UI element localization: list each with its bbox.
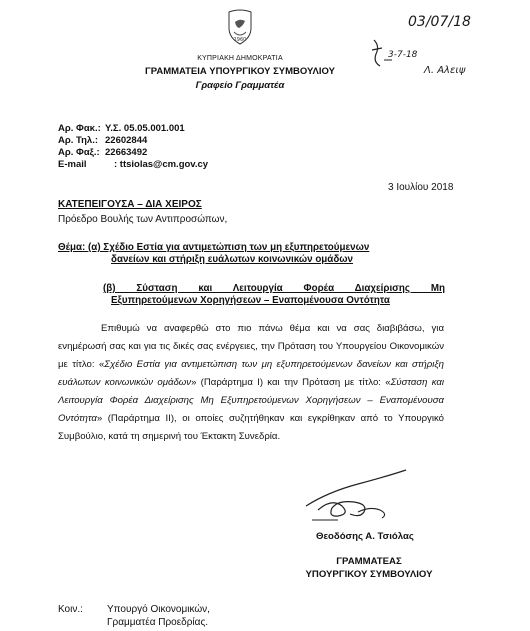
body-paragraph [58, 320, 444, 446]
svg-text:1960: 1960 [233, 37, 247, 43]
telephone-value: 22602844 [105, 135, 148, 146]
file-reference-label: Αρ. Φακ.: [58, 123, 101, 134]
header-office: Γραφείο Γραμματέα [195, 80, 285, 91]
cyprus-coat-of-arms-seal [226, 8, 254, 46]
fax-label: Αρ. Φαξ.: [58, 147, 100, 158]
cc-label: Κοιν.: [58, 604, 83, 615]
body-title1: Σχέδιο Εστία για αντιμετώπιση των μη εξυπηρετούμενων δανείων και στήριξη ευάλωτων κοινωνικών ομάδων [58, 359, 444, 388]
telephone-label: Αρ. Τηλ.: [58, 135, 99, 146]
body-part1: Επιθυμώ να αναφερθώ στο πιο πάνω θέμα και να σας διαβιβάσω, για ενημέρωσή σας και για τις δικές σας ενέργειες, την Πρόταση του Υπουργείου Οικονομικών με τίτλο: « [58, 323, 444, 370]
signer-title-line2: ΥΠΟΥΡΓΙΚΟΥ ΣΥΜΒΟΥΛΙΟΥ [305, 569, 433, 580]
telephone-reference [58, 135, 147, 146]
fax-value: 22663492 [105, 147, 148, 158]
handwritten-signature [298, 462, 418, 526]
file-reference [58, 123, 185, 134]
body-part2: » (Παράρτημα I) και την Πρόταση με τίτλο: « [191, 377, 391, 388]
subject-b-line1: (β) Σύσταση και Λειτουργία Φορέα Διαχείρισης Μη [103, 283, 445, 294]
handwritten-date: 03/07/18 [408, 14, 471, 30]
header-republic: ΚΥΠΡΙΑΚΗ ΔΗΜΟΚΡΑΤΙΑ [197, 55, 283, 62]
recipient: Πρόεδρο Βουλής των Αντιπροσώπων, [58, 214, 228, 225]
handwritten-received-by: Λ. Αλειψ [424, 65, 466, 76]
handwritten-received-date: 3-7-18 [388, 50, 418, 60]
body-part3: » (Παράρτημα II), οι οποίες συζητήθηκαν και εγκρίθηκαν από το Υπουργικό Συμβούλιο, κατά τη σημερινή του Έκτακτη Συνεδρία. [58, 413, 444, 442]
email-label: E-mail [58, 159, 87, 170]
cc-recipient-2: Γραμματέα Προεδρίας. [107, 617, 209, 628]
subject-a-line2: δανείων και στήριξη ευάλωτων κοινωνικών ομάδων [111, 254, 353, 265]
subject-b-line2: Εξυπηρετούμενων Χορηγήσεων – Εναπομένουσα Οντότητα [111, 295, 390, 306]
signer-name: Θεοδόσης Α. Τσιόλας [316, 531, 414, 542]
fax-reference [58, 147, 147, 158]
letter-date: 3 Ιουλίου 2018 [388, 182, 454, 193]
email-reference [58, 159, 208, 170]
cc-recipient-1: Υπουργό Οικονομικών, [107, 604, 210, 615]
email-value: : ttsiolas@cm.gov.cy [114, 159, 209, 170]
urgency-label: ΚΑΤΕΠΕΙΓΟΥΣΑ – ΔΙΑ ΧΕΙΡΟΣ [58, 199, 202, 210]
body-title2: Σύσταση και Λειτουργία Φορέα Διαχείρισης Μη Εξυπηρετούμενων Χορηγήσεων – Εναπομένουσα Οντότητα [58, 377, 444, 424]
file-reference-value: Υ.Σ. 05.05.001.001 [105, 123, 185, 134]
header-secretariat: ΓΡΑΜΜΑΤΕΙΑ ΥΠΟΥΡΓΙΚΟΥ ΣΥΜΒΟΥΛΙΟΥ [145, 66, 335, 77]
signer-title-line1: ΓΡΑΜΜΑΤΕΑΣ [336, 556, 402, 567]
subject-a-line1: Θέμα: (α) Σχέδιο Εστία για αντιμετώπιση των μη εξυπηρετούμενων [58, 242, 370, 253]
